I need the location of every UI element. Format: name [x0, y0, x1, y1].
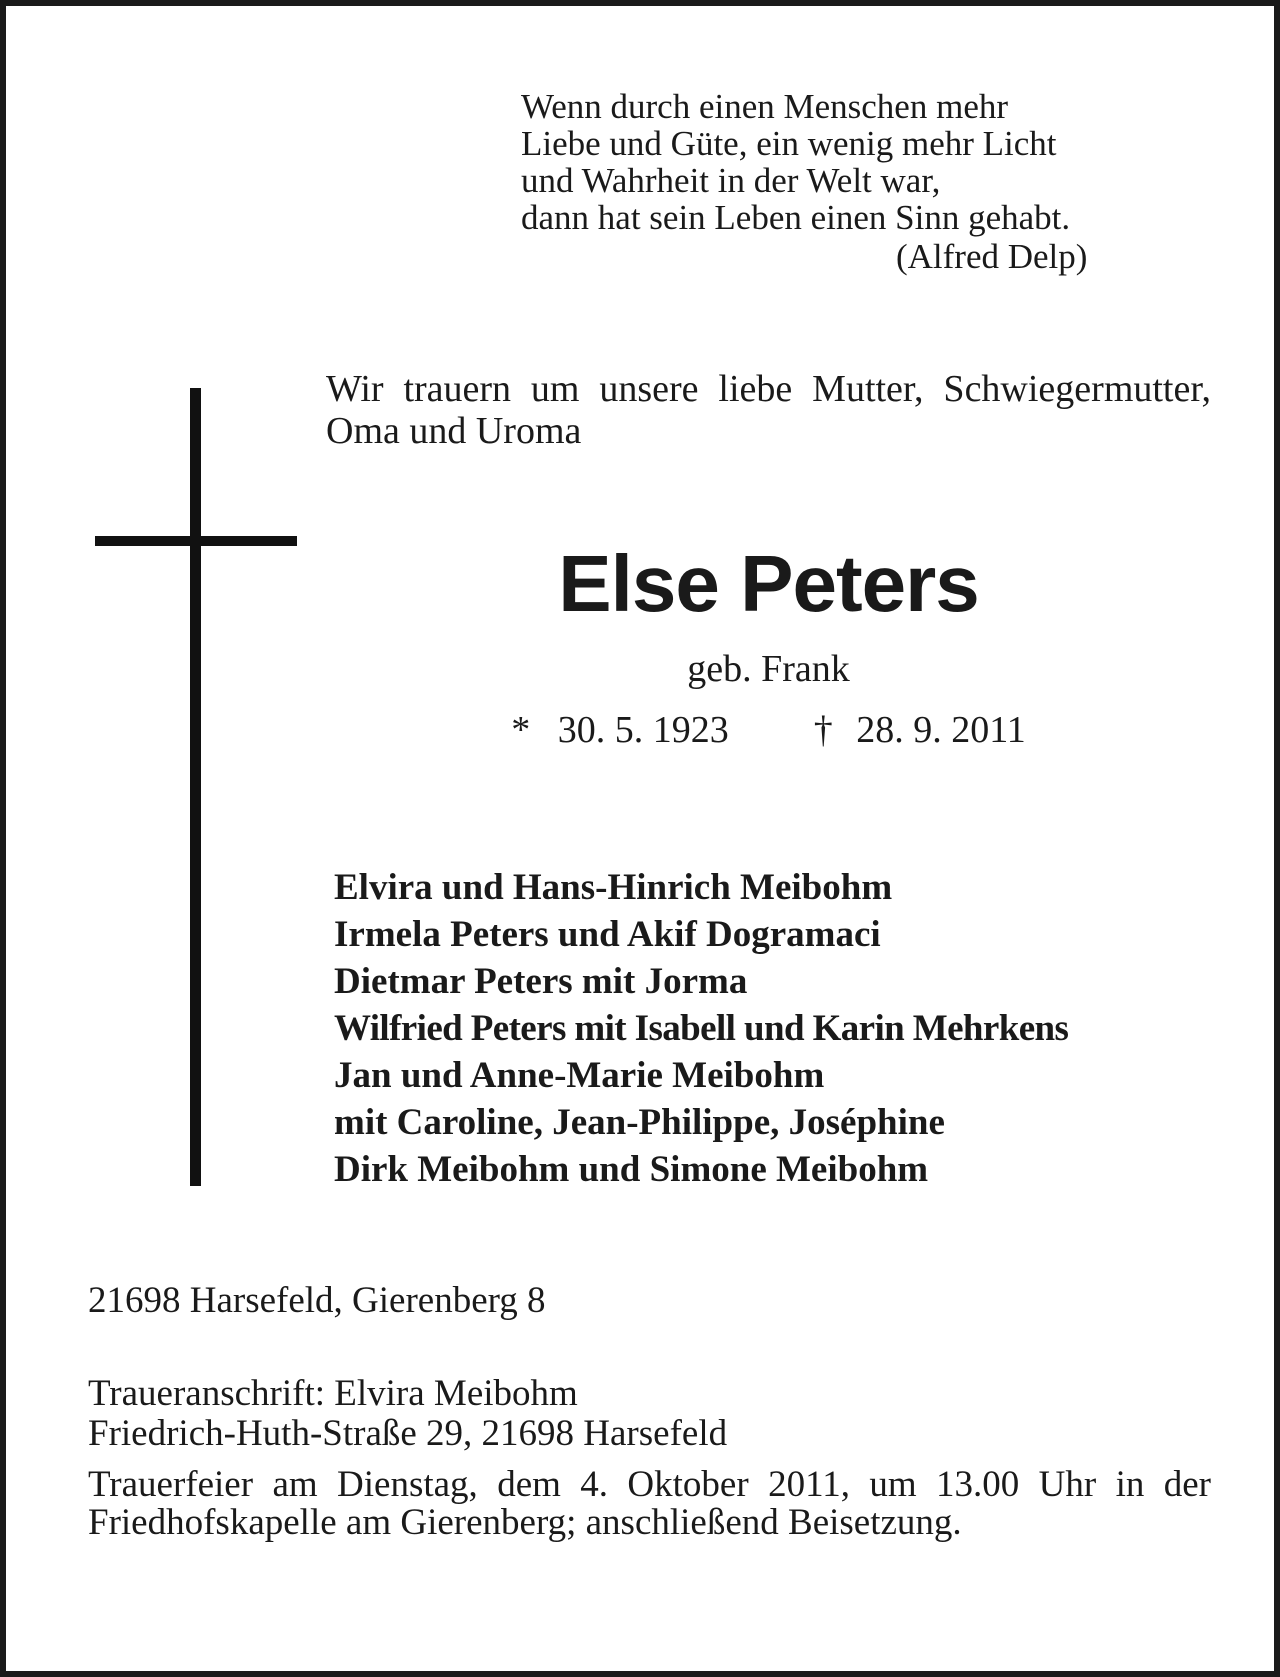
ceremony-info: Trauerfeier am Dienstag, dem 4. Oktober 2011, um 13.00 Uhr in der Friedhofskapelle am Gierenberg; anschließend Beisetzung. [88, 1464, 1211, 1543]
death-symbol: † [813, 709, 833, 751]
birth-symbol: * [511, 709, 531, 751]
family-member: Dietmar Peters mit Jorma [334, 961, 748, 1002]
memorial-quote [521, 88, 1221, 275]
cross-vertical-bar [190, 388, 201, 1186]
deceased-name: Else Peters [558, 539, 979, 628]
quote-author: (Alfred Delp) [896, 237, 1088, 276]
birth-date: 30. 5. 1923 [557, 709, 729, 751]
family-member: Jan und Anne-Marie Meibohm [334, 1055, 825, 1096]
family-member: Wilfried Peters mit Isabell und Karin Mehrkens [334, 1008, 1069, 1049]
family-member: mit Caroline, Jean-Philippe, Joséphine [334, 1102, 945, 1143]
birth-name: geb. Frank [687, 648, 850, 690]
address-line: 21698 Harsefeld, Gierenberg 8 [88, 1280, 546, 1321]
residence-address [88, 1281, 1208, 1321]
mourning-address-line: Traueranschrift: Elvira Meibohm [88, 1373, 578, 1414]
mourning-address [88, 1374, 1208, 1454]
quote-line: und Wahrheit in der Welt war, [521, 161, 941, 200]
quote-line: Wenn durch einen Menschen mehr [521, 87, 1009, 126]
family-member: Dirk Meibohm und Simone Meibohm [334, 1149, 929, 1190]
life-dates [326, 709, 1211, 751]
quote-line: Liebe und Güte, ein wenig mehr Licht [521, 124, 1057, 163]
death-date: 28. 9. 2011 [856, 709, 1026, 751]
quote-line: dann hat sein Leben einen Sinn gehabt. [521, 198, 1071, 237]
family-list [334, 864, 1214, 1193]
mourning-address-line: Friedrich-Huth-Straße 29, 21698 Harsefeld [88, 1413, 728, 1454]
family-member: Elvira und Hans-Hinrich Meibohm [334, 867, 893, 908]
cross-horizontal-bar [95, 536, 297, 546]
family-member: Irmela Peters und Akif Dogramaci [334, 914, 881, 955]
mourning-intro: Wir trauern um unsere liebe Mutter, Schwiegermutter, Oma und Uroma [326, 368, 1211, 452]
